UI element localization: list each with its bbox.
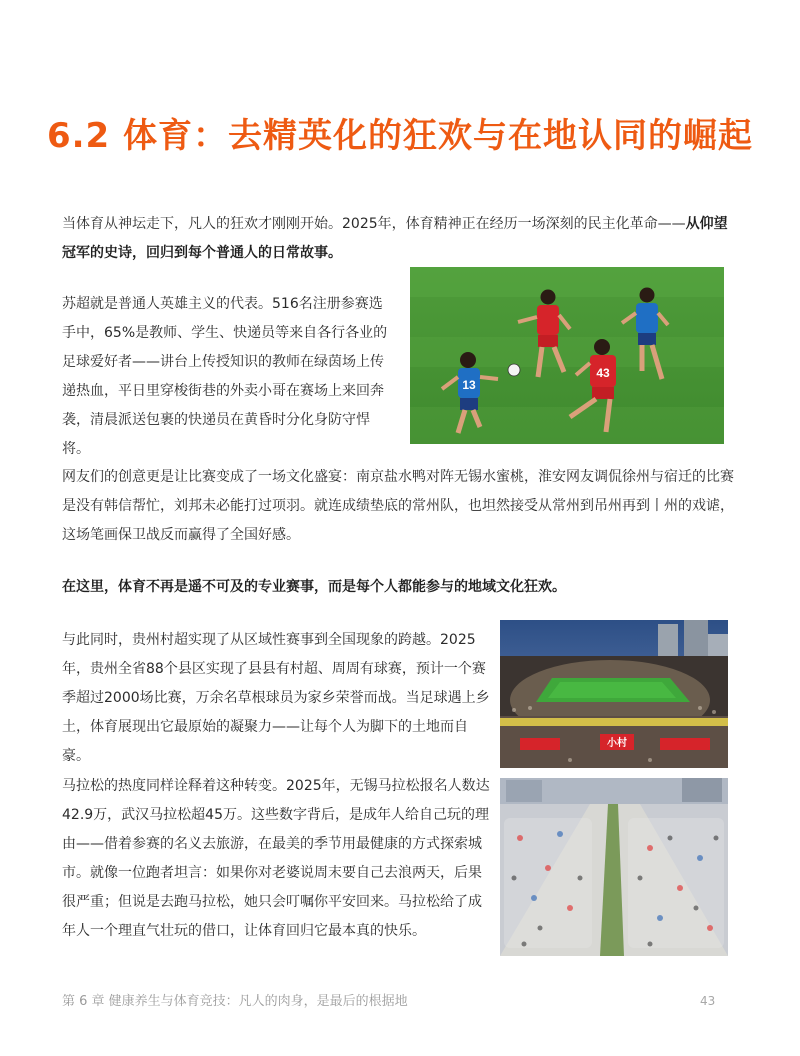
svg-text:小村: 小村 bbox=[607, 738, 627, 749]
page-number: 43 bbox=[700, 994, 716, 1008]
highlight-sentence: 在这里，体育不再是遥不可及的专业赛事，而是每个人都能参与的地域文化狂欢。 bbox=[62, 579, 566, 595]
intro-text: 当体育从神坛走下，凡人的狂欢才刚刚开始。2025年，体育精神正在经历一场深刻的民主化革命—— bbox=[62, 216, 686, 232]
guizhou-paragraph: 与此同时，贵州村超实现了从区域性赛事到全国现象的跨越。2025年，贵州全省88个县区实现了县县有村超、周周有球赛，预计一个赛季超过2000场比赛，万余名草根球员为家乡荣誉而战。当足球遇上乡土，体育展现出它最原始的凝聚力——让每个人为脚下的土地而自豪。 bbox=[62, 632, 490, 764]
intro-bold-text: 从仰望冠军的史诗，回归到每个普通人的日常故事。 bbox=[62, 216, 728, 261]
soccer-match-illustration bbox=[410, 267, 724, 444]
section-title: 6.2 体育：去精英化的狂欢与在地认同的崛起 bbox=[46, 116, 754, 156]
suchao-paragraph: 苏超就是普通人英雄主义的代表。516名注册参赛选手中，65%是教师、学生、快递员等来自各行各业的足球爱好者——讲台上传授知识的教师在绿茵场上传递热血，平日里穿梭街巷的外卖小哥在赛场上来回奔袭，清晨派送包裹的快递员在黄昏时分化身防守悍将。 bbox=[62, 296, 388, 457]
intro-paragraph bbox=[62, 210, 738, 268]
village-stadium-photo bbox=[500, 620, 728, 768]
marathon-paragraph: 马拉松的热度同样诠释着这种转变。2025年，无锡马拉松报名人数达42.9万，武汉马拉松超45万。这些数字背后，是成年人给自己玩的理由——借着参赛的名义去旅游，在最美的季节用最健康的方式探索城市。就像一位跑者坦言：如果你对老婆说周末要自己去浪两天，后果很严重；但说是去跑马拉松，她只会叮嘱你平安回来。马拉松给了成年人一个理直气壮玩的借口，让体育回归它最本真的快乐。 bbox=[62, 778, 490, 939]
marathon-crowd-photo bbox=[500, 778, 728, 956]
soccer-match-photo bbox=[410, 267, 724, 444]
netizens-paragraph: 网友们的创意更是让比赛变成了一场文化盛宴：南京盐水鸭对阵无锡水蜜桃，淮安网友调侃徐州与宿迁的比赛是没有韩信帮忙，刘邦未必能打过项羽。就连成绩垫底的常州队，也坦然接受从常州到吊州再到丨州的戏谑，这场笔画保卫战反而赢得了全国好感。 bbox=[62, 469, 734, 543]
stadium-illustration bbox=[500, 620, 728, 768]
svg-text:43: 43 bbox=[596, 366, 610, 380]
svg-text:13: 13 bbox=[462, 378, 476, 392]
chapter-footer: 第 6 章 健康养生与体育竞技：凡人的肉身，是最后的根据地 bbox=[62, 994, 408, 1009]
ball-icon bbox=[508, 364, 520, 376]
marathon-illustration bbox=[500, 778, 728, 956]
